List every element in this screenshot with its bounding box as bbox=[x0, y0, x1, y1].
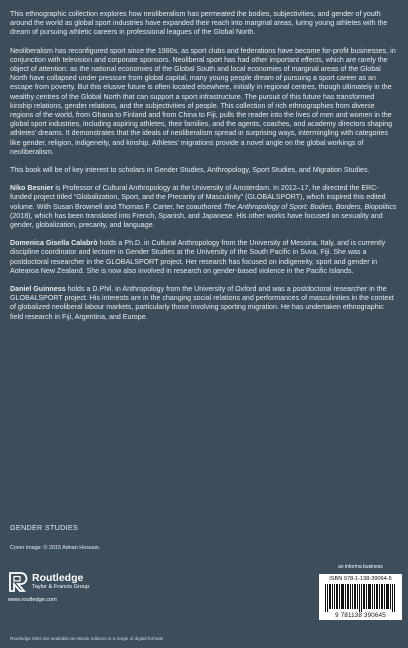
author-name: Daniel Guinness bbox=[10, 285, 66, 294]
author-bio-besnier bbox=[10, 184, 398, 230]
isbn-label: ISBN 978-1-138-39064-5 bbox=[329, 576, 392, 582]
author-bio-text: (2018), which has been translated into French, Spanish, and Japanese. His other works have focused on sexuality and gender, globalization, precarity, and language. bbox=[10, 211, 383, 230]
publisher-logo bbox=[8, 571, 158, 621]
author-bio-text: holds a D.Phil. in Anthropology from the University of Oxford and was a postdoctoral researcher in the GLOBALSPORT project. His interests are in the changing social relations and performances of masculinities in the context of globalized neoliberal labour markets, particularly those involving sporting migration. He has undertaken ethnographic field research in Fiji, Argentina, and Europe. bbox=[10, 285, 394, 321]
isbn-digits: 9 781138 390645 bbox=[335, 612, 386, 619]
cover-credit: Cover image: © 2015 Adnan Hossain. bbox=[10, 545, 101, 551]
blurb-paragraph-1: This ethnographic collection explores how neoliberalism has permeated the bodies, subjectivities, and gender of youth around the world as global sport industries have expanded their reach into marginal areas, luring young athletes with the dream of pursuing athletic careers in professional leagues of the Global North. bbox=[10, 10, 388, 37]
author-bio-guinness bbox=[10, 285, 398, 322]
publisher-name: Routledge bbox=[32, 572, 84, 584]
blurb-paragraph-2: Neoliberalism has reconfigured sport since the 1980s, as sport clubs and federations have become for-profit businesses, in conjunction with television and corporate sponsors. Neoliberal sport has had other important effects, which are rarely the object of attention: as the national economies of the Global South and local economies of marginal areas of the Global North have collapsed under pressure from global capital, many young people dream of pursuing a sport career as an escape from poverty. But this elusive future is often located elsewhere, initially in regional centres, though ultimately in the wealthy centres of the Global North that can support a sport infrastructure. The pursuit of this future has transformed kinship relations, gender relations, and the subjectivities of people. This collection of rich ethnographies from diverse regions of the world, from Ghana to Finland and from China to Fiji, pulls the reader into the lives of men and women in the global sport industries, including aspiring athletes, their families, and the agents, coaches, and academy directors shaping athletes' dreams. It demonstrates that the ideals of neoliberalism spread in surprising ways, intermingling with categories like gender, religion, indigeneity, and kinship. Athletes' migrations provide a novel angle on the global workings of neoliberalism. bbox=[10, 46, 396, 156]
author-name: Niko Besnier bbox=[10, 184, 54, 193]
author-bio-calabro bbox=[10, 239, 398, 276]
book-title: The Anthropology of Sport: Bodies, Borders, Biopolitics bbox=[223, 202, 397, 211]
author-bio-text: is Professor of Cultural Anthropology at the University of Amsterdam. In 2012–17, he directed the ERC-funded project titled “Globalization, Sport, and the Precarity of Masculinity” (GLOBALSPORT), which inspired this edited volume. With Susan Brownell and Thomas F. Carter, he coauthored bbox=[10, 184, 386, 211]
publisher-group: Taylor & Francis Group bbox=[32, 584, 90, 590]
subject-category: GENDER STUDIES bbox=[10, 523, 79, 532]
isbn-barcode bbox=[319, 574, 402, 620]
author-bio-text: holds a Ph.D. in Cultural Anthropology from the University of Messina, Italy, and is currently discipline coordinator and lecturer in Gender Studies at the University of the South Pacific in Suva, Fiji. She was a postdoctoral researcher in the GLOBALSPORT project. Her research has focused on indigeneity, sport and gender in Aotearoa New Zealand. She is now also involved in research on gender-based violence in the Pacific Islands. bbox=[10, 239, 386, 275]
ebook-footer-note: Routledge titles are available as eBook editions in a range of digital formats bbox=[10, 636, 164, 641]
publisher-url: www.routledge.com bbox=[8, 597, 57, 603]
informa-tagline: an informa business bbox=[338, 564, 383, 570]
author-name: Domenica Gisella Calabrò bbox=[10, 239, 98, 248]
routledge-logo-icon bbox=[8, 571, 28, 593]
barcode-icon bbox=[323, 584, 398, 612]
back-cover-text bbox=[10, 10, 398, 331]
blurb-paragraph-3: This book will be of key interest to scholars in Gender Studies, Anthropology, Sport Studies, and Migration Studies. bbox=[10, 166, 370, 175]
